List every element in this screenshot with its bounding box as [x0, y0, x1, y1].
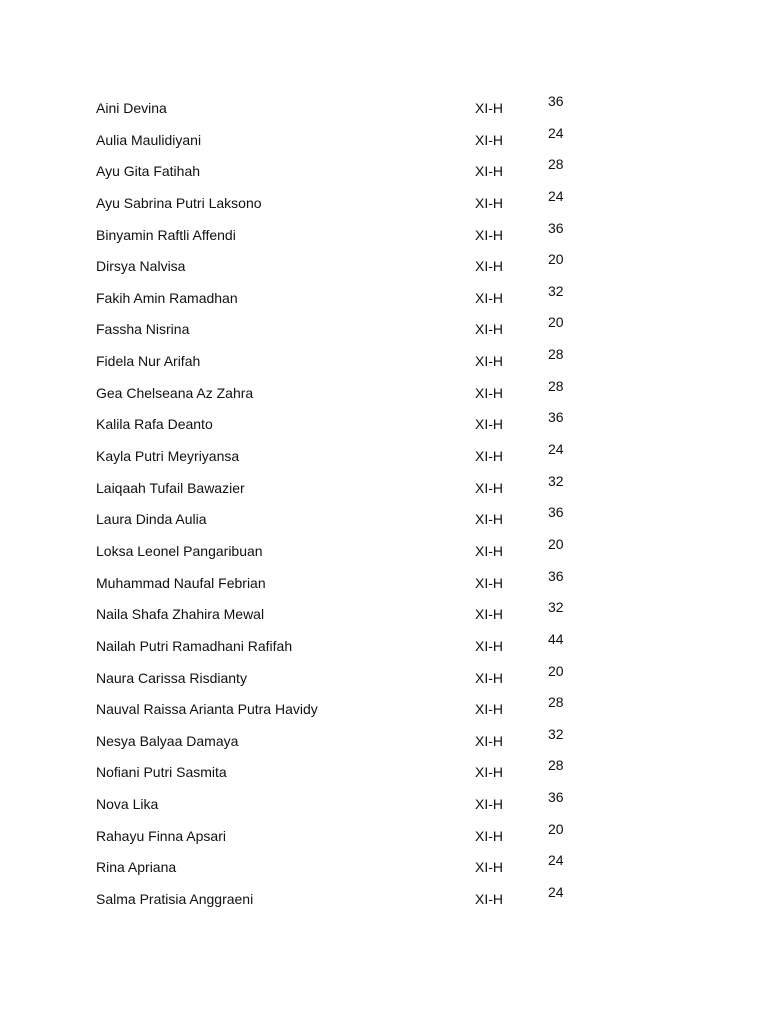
student-score: 32: [548, 599, 564, 616]
student-score: 32: [548, 472, 564, 489]
student-name: Laiqaah Tufail Bawazier: [96, 479, 245, 496]
student-row: [96, 473, 616, 505]
student-row: [96, 568, 616, 600]
student-score: 20: [548, 251, 564, 268]
student-class: XI-H: [475, 416, 503, 433]
student-row: [96, 663, 616, 695]
student-name: Binyamin Raftli Affendi: [96, 226, 236, 243]
student-name: Nova Lika: [96, 796, 159, 813]
student-score: 24: [548, 124, 564, 141]
student-class: XI-H: [475, 384, 503, 401]
student-score: 28: [548, 377, 564, 394]
student-row: [96, 283, 616, 315]
student-row: [96, 821, 616, 853]
student-score: 28: [548, 757, 564, 774]
student-class: XI-H: [475, 289, 503, 306]
student-row: [96, 314, 616, 346]
student-name: Salma Pratisia Anggraeni: [96, 891, 254, 908]
student-name: Nofiani Putri Sasmita: [96, 764, 227, 781]
student-class: XI-H: [475, 353, 503, 370]
student-name: Laura Dinda Aulia: [96, 511, 207, 528]
student-class: XI-H: [475, 669, 503, 686]
student-score: 36: [548, 504, 564, 521]
student-row: [96, 409, 616, 441]
student-name: Ayu Gita Fatihah: [96, 163, 201, 180]
student-score: 36: [548, 409, 564, 426]
student-name: Ayu Sabrina Putri Laksono: [96, 194, 262, 211]
student-score: 36: [548, 219, 564, 236]
student-score: 36: [548, 567, 564, 584]
student-name: Aulia Maulidiyani: [96, 131, 202, 148]
student-row: [96, 93, 616, 125]
student-class: XI-H: [475, 479, 503, 496]
student-score: 20: [548, 662, 564, 679]
student-class: XI-H: [475, 258, 503, 275]
student-name: Kayla Putri Meyriyansa: [96, 448, 240, 465]
student-name: Rahayu Finna Apsari: [96, 827, 226, 844]
student-row: [96, 631, 616, 663]
student-score: 44: [548, 630, 564, 647]
student-class: XI-H: [475, 194, 503, 211]
student-class: XI-H: [475, 226, 503, 243]
student-row: [96, 694, 616, 726]
student-row: [96, 726, 616, 758]
student-row: [96, 884, 616, 916]
student-score: 20: [548, 314, 564, 331]
student-name: Fakih Amin Ramadhan: [96, 289, 238, 306]
student-score-list: [96, 93, 616, 916]
student-row: [96, 125, 616, 157]
student-row: [96, 188, 616, 220]
student-name: Loksa Leonel Pangaribuan: [96, 542, 263, 559]
student-score: 24: [548, 187, 564, 204]
student-score: 24: [548, 884, 564, 901]
student-name: Nailah Putri Ramadhani Rafifah: [96, 637, 293, 654]
student-name: Gea Chelseana Az Zahra: [96, 384, 254, 401]
student-name: Naura Carissa Risdianty: [96, 669, 247, 686]
student-class: XI-H: [475, 701, 503, 718]
student-row: [96, 346, 616, 378]
student-score: 28: [548, 694, 564, 711]
student-score: 28: [548, 346, 564, 363]
student-class: XI-H: [475, 859, 503, 876]
student-class: XI-H: [475, 891, 503, 908]
student-row: [96, 536, 616, 568]
student-row: [96, 251, 616, 283]
student-row: [96, 599, 616, 631]
student-row: [96, 757, 616, 789]
student-row: [96, 378, 616, 410]
student-score: 24: [548, 441, 564, 458]
student-score: 36: [548, 789, 564, 806]
student-class: XI-H: [475, 542, 503, 559]
student-class: XI-H: [475, 732, 503, 749]
student-name: Dirsya Nalvisa: [96, 258, 186, 275]
student-score: 32: [548, 725, 564, 742]
student-class: XI-H: [475, 827, 503, 844]
student-class: XI-H: [475, 448, 503, 465]
student-class: XI-H: [475, 511, 503, 528]
student-class: XI-H: [475, 606, 503, 623]
student-name: Muhammad Naufal Febrian: [96, 574, 266, 591]
student-class: XI-H: [475, 100, 503, 116]
student-class: XI-H: [475, 163, 503, 180]
student-class: XI-H: [475, 321, 503, 338]
student-name: Nauval Raissa Arianta Putra Havidy: [96, 701, 318, 718]
student-name: Naila Shafa Zhahira Mewal: [96, 606, 265, 623]
student-name: Kalila Rafa Deanto: [96, 416, 213, 433]
student-score: 32: [548, 282, 564, 299]
student-class: XI-H: [475, 574, 503, 591]
student-row: [96, 789, 616, 821]
student-name: Aini Devina: [96, 100, 167, 116]
student-score: 20: [548, 535, 564, 552]
student-class: XI-H: [475, 796, 503, 813]
student-name: Fidela Nur Arifah: [96, 353, 201, 370]
student-row: [96, 156, 616, 188]
student-class: XI-H: [475, 131, 503, 148]
student-name: Rina Apriana: [96, 859, 177, 876]
student-row: [96, 504, 616, 536]
student-row: [96, 852, 616, 884]
student-class: XI-H: [475, 764, 503, 781]
student-score: 28: [548, 156, 564, 173]
student-score: 36: [548, 93, 564, 109]
student-class: XI-H: [475, 637, 503, 654]
student-score: 20: [548, 820, 564, 837]
student-row: [96, 441, 616, 473]
student-name: Fassha Nisrina: [96, 321, 190, 338]
student-row: [96, 220, 616, 252]
student-name: Nesya Balyaa Damaya: [96, 732, 239, 749]
student-score: 24: [548, 852, 564, 869]
